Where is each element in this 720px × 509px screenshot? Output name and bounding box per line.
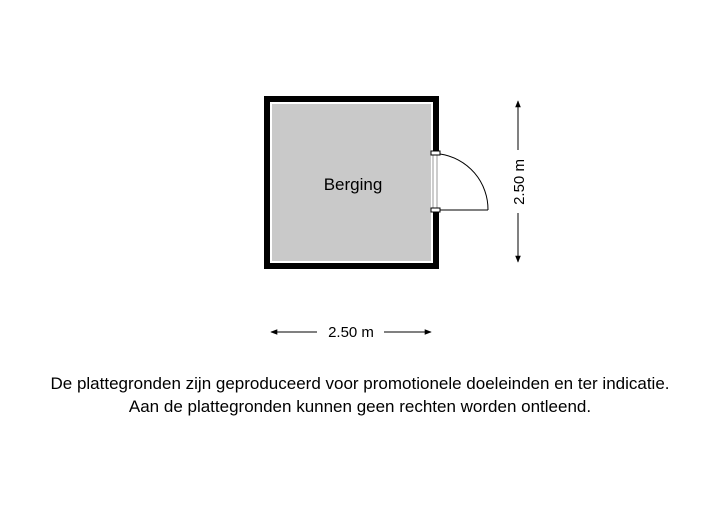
door-jamb: [431, 151, 440, 155]
disclaimer-line-1: De plattegronden zijn geproduceerd voor promotionele doeleinden en ter indicatie.: [50, 374, 670, 393]
door-swing-arc: [440, 154, 488, 210]
door-jamb: [431, 208, 440, 212]
disclaimer: [0, 372, 720, 418]
width-dimension-label: 2.50 m: [328, 324, 374, 341]
height-dimension-label: 2.50 m: [511, 159, 528, 205]
disclaimer-line-2: Aan de plattegronden kunnen geen rechten worden ontleend.: [128, 397, 592, 416]
door-opening: [431, 153, 440, 211]
room-label: Berging: [323, 175, 383, 194]
